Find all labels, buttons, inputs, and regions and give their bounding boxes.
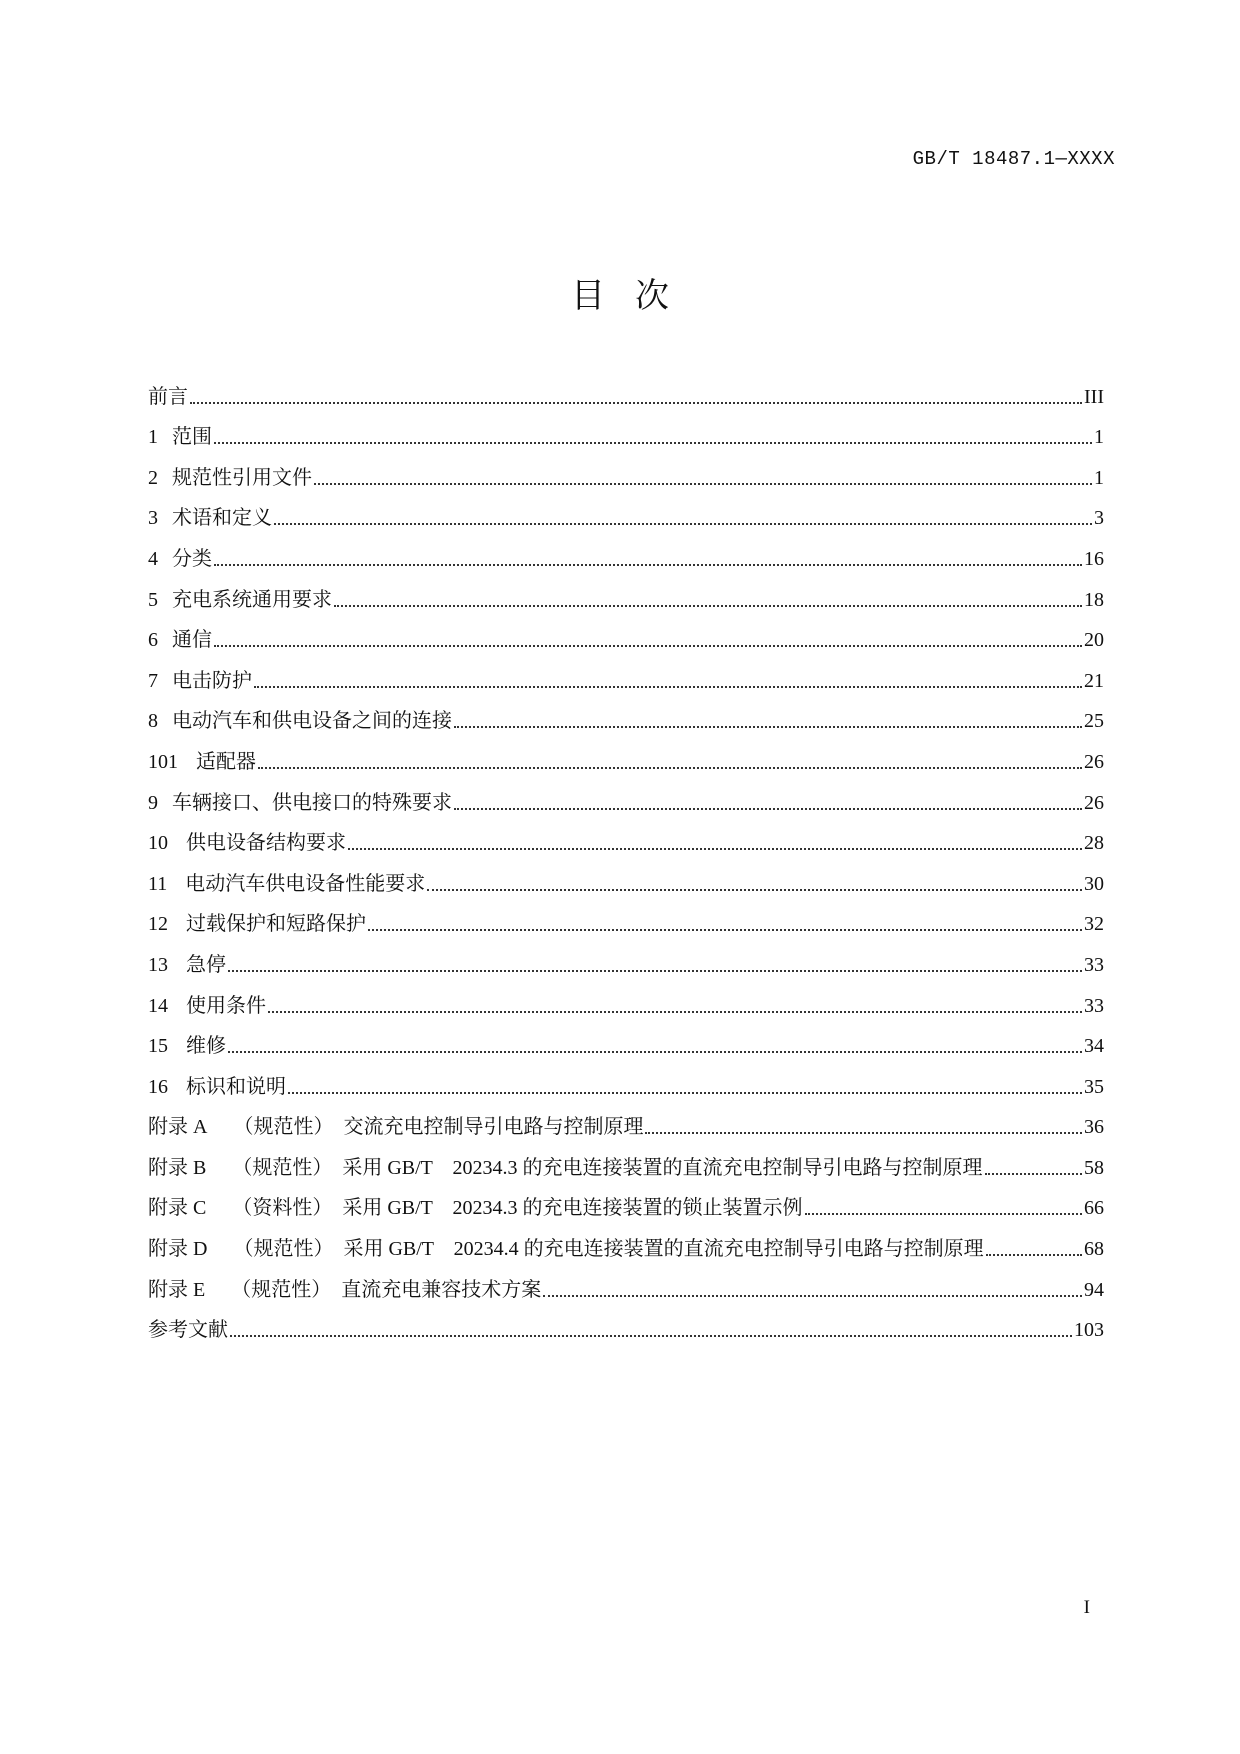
toc-number: 附录 E xyxy=(148,1278,206,1301)
toc-number: 1 xyxy=(148,426,158,449)
toc-label: 供电设备结构要求 xyxy=(186,832,346,855)
toc-number: 3 xyxy=(148,507,158,530)
toc-page-number: III xyxy=(1084,385,1104,408)
toc-leader-dots xyxy=(228,1037,1082,1053)
toc-page-number: 33 xyxy=(1084,994,1104,1017)
toc-leader-dots xyxy=(427,875,1082,891)
toc-leader-dots xyxy=(214,428,1092,444)
toc-leader-dots xyxy=(190,388,1082,404)
toc-number: 4 xyxy=(148,547,158,570)
toc-leader-dots xyxy=(645,1118,1082,1134)
toc-row[interactable] xyxy=(148,733,1104,774)
toc-number: 附录 B xyxy=(148,1156,207,1179)
toc-page-number: 36 xyxy=(1084,1116,1104,1139)
toc-page-number: 26 xyxy=(1084,750,1104,773)
toc-row[interactable] xyxy=(148,1099,1104,1140)
toc-number: 14 xyxy=(148,994,168,1017)
toc-leader-dots xyxy=(254,672,1082,688)
toc-label: 急停 xyxy=(186,953,226,976)
toc-label: （规范性） 采用 GB/T 20234.4 的充电连接装置的直流充电控制导引电路与控制原理 xyxy=(233,1238,984,1261)
toc-number: 15 xyxy=(148,1035,168,1058)
toc-page-number: 3 xyxy=(1094,507,1104,530)
toc-leader-dots xyxy=(985,1159,1082,1175)
toc-page-number: 21 xyxy=(1084,669,1104,692)
toc-page-number: 58 xyxy=(1084,1156,1104,1179)
toc-leader-dots xyxy=(258,753,1082,769)
toc-number: 附录 D xyxy=(148,1238,208,1261)
toc-label: 电动汽车供电设备性能要求 xyxy=(185,872,426,895)
toc-row[interactable] xyxy=(148,896,1104,937)
toc-label: 车辆接口、供电接口的特殊要求 xyxy=(172,791,452,814)
toc-row[interactable] xyxy=(148,855,1104,896)
toc-label: 标识和说明 xyxy=(186,1075,286,1098)
toc-number: 16 xyxy=(148,1075,168,1098)
toc-row[interactable] xyxy=(148,1302,1104,1343)
toc-label: 通信 xyxy=(172,629,212,652)
toc-number: 附录 A xyxy=(148,1116,208,1139)
toc-label: （资料性） 采用 GB/T 20234.3 的充电连接装置的锁止装置示例 xyxy=(232,1197,803,1220)
toc-label: 电动汽车和供电设备之间的连接 xyxy=(172,710,452,733)
toc-page-number: 103 xyxy=(1074,1319,1104,1342)
toc-row[interactable] xyxy=(148,571,1104,612)
toc-row[interactable] xyxy=(148,1220,1104,1261)
toc-row[interactable] xyxy=(148,977,1104,1018)
toc-number: 8 xyxy=(148,710,158,733)
toc-number: 附录 C xyxy=(148,1197,207,1220)
toc-label: 电击防护 xyxy=(172,669,252,692)
page-title: 目次 xyxy=(571,276,699,316)
toc-row[interactable] xyxy=(148,1139,1104,1180)
toc-leader-dots xyxy=(274,509,1092,525)
toc-page-number: 25 xyxy=(1084,710,1104,733)
toc-number: 101 xyxy=(148,750,178,773)
toc-leader-dots xyxy=(805,1199,1082,1215)
toc-label: （规范性） 直流充电兼容技术方案 xyxy=(231,1278,542,1301)
toc-label: 规范性引用文件 xyxy=(172,466,312,489)
toc-row[interactable] xyxy=(148,815,1104,856)
toc-number: 7 xyxy=(148,669,158,692)
toc-leader-dots xyxy=(348,834,1082,850)
toc-number: 11 xyxy=(148,872,168,895)
toc-page-number: 1 xyxy=(1094,426,1104,449)
toc-leader-dots xyxy=(454,712,1082,728)
toc-label: 使用条件 xyxy=(186,994,266,1017)
toc-page-number: 35 xyxy=(1084,1075,1104,1098)
toc-label: 前言 xyxy=(148,385,188,408)
toc-label: 范围 xyxy=(172,426,212,449)
toc-page-number: 68 xyxy=(1084,1238,1104,1261)
toc-row[interactable] xyxy=(148,1058,1104,1099)
toc-page-number: 94 xyxy=(1084,1278,1104,1301)
toc-leader-dots xyxy=(214,550,1082,566)
toc-row[interactable] xyxy=(148,693,1104,734)
toc-page-number: 34 xyxy=(1084,1035,1104,1058)
toc-leader-dots xyxy=(228,956,1082,972)
toc-label: （规范性） 采用 GB/T 20234.3 的充电连接装置的直流充电控制导引电路与控制原理 xyxy=(232,1156,983,1179)
toc-page-number: 16 xyxy=(1084,547,1104,570)
toc-leader-dots xyxy=(368,915,1082,931)
toc-page-number: 28 xyxy=(1084,832,1104,855)
toc-page-number: 18 xyxy=(1084,588,1104,611)
toc-label: 参考文献 xyxy=(148,1319,228,1342)
toc-label: 充电系统通用要求 xyxy=(172,588,332,611)
toc-row[interactable] xyxy=(148,612,1104,653)
toc-page-number: 26 xyxy=(1084,791,1104,814)
toc-leader-dots xyxy=(214,631,1082,647)
toc-row[interactable] xyxy=(148,490,1104,531)
toc-leader-dots xyxy=(288,1078,1082,1094)
toc-number: 10 xyxy=(148,832,168,855)
toc-page-number: 30 xyxy=(1084,872,1104,895)
toc-row[interactable] xyxy=(148,1180,1104,1221)
toc-number: 5 xyxy=(148,588,158,611)
toc-row[interactable] xyxy=(148,409,1104,450)
toc-row[interactable] xyxy=(148,774,1104,815)
toc-row[interactable] xyxy=(148,1261,1104,1302)
toc-label: 术语和定义 xyxy=(172,507,272,530)
toc-label: 适配器 xyxy=(196,750,256,773)
toc-leader-dots xyxy=(543,1281,1082,1297)
doc-code: GB/T 18487.1—XXXX xyxy=(912,148,1115,170)
toc-number: 9 xyxy=(148,791,158,814)
toc-row[interactable] xyxy=(148,449,1104,490)
toc-leader-dots xyxy=(986,1240,1082,1256)
toc-row[interactable] xyxy=(148,1018,1104,1059)
toc-leader-dots xyxy=(230,1321,1072,1337)
toc-row[interactable] xyxy=(148,368,1104,409)
toc-number: 12 xyxy=(148,913,168,936)
toc-number: 6 xyxy=(148,629,158,652)
toc-label: 维修 xyxy=(186,1035,226,1058)
page-number: I xyxy=(1083,1597,1090,1618)
toc-page-number: 1 xyxy=(1094,466,1104,489)
toc-leader-dots xyxy=(454,794,1082,810)
toc-page-number: 66 xyxy=(1084,1197,1104,1220)
toc-page-number: 20 xyxy=(1084,629,1104,652)
toc-page-number: 33 xyxy=(1084,953,1104,976)
toc-leader-dots xyxy=(334,591,1082,607)
toc-row[interactable] xyxy=(148,530,1104,571)
toc-leader-dots xyxy=(314,469,1092,485)
toc-label: （规范性） 交流充电控制导引电路与控制原理 xyxy=(233,1116,644,1139)
toc-number: 2 xyxy=(148,466,158,489)
table-of-contents xyxy=(148,368,1104,1342)
toc-row[interactable] xyxy=(148,936,1104,977)
toc-label: 过载保护和短路保护 xyxy=(186,913,366,936)
toc-row[interactable] xyxy=(148,652,1104,693)
toc-label: 分类 xyxy=(172,547,212,570)
toc-leader-dots xyxy=(268,997,1082,1013)
toc-number: 13 xyxy=(148,953,168,976)
toc-page-number: 32 xyxy=(1084,913,1104,936)
